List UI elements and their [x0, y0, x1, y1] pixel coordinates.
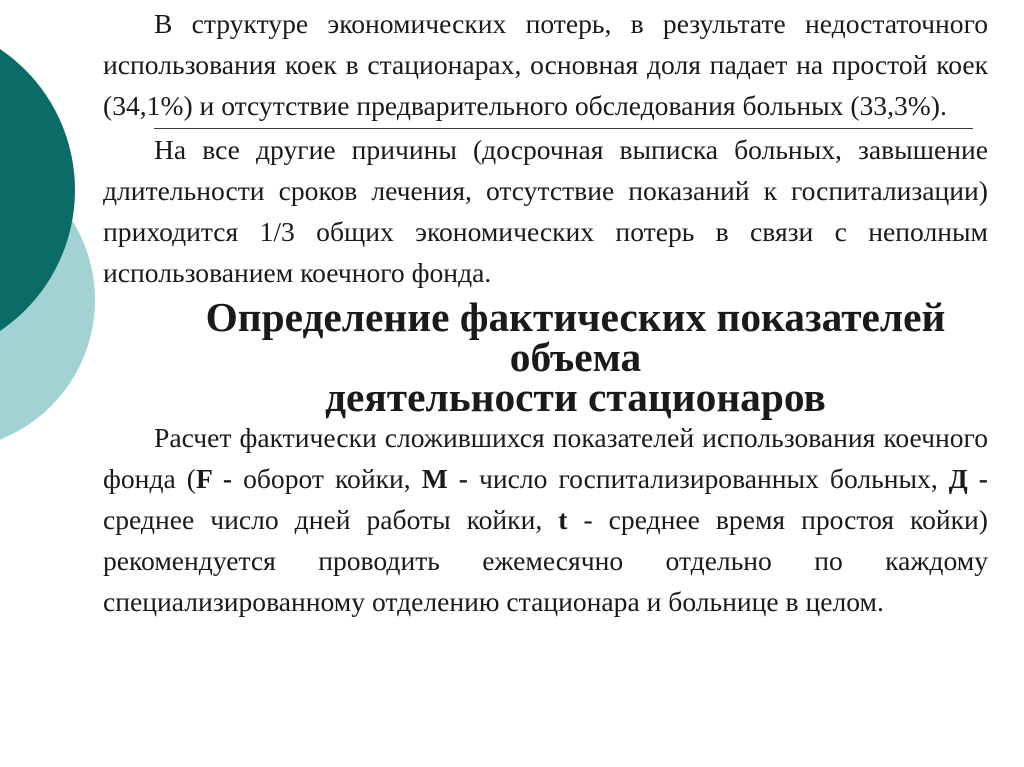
paragraph-calculation-text-1: Расчет фактически сложившихся показателей использования коечного фонда (: [103, 422, 988, 494]
section-heading-line-2: деятельности стационаров: [325, 374, 826, 420]
paragraph-other-causes: На все другие причины (досрочная выписка больных, завышение длительности сроков лечения, отсутствие показаний к госпитализации) приходится 1/3 общих экономических потерь в связи с неполным использованием коечного фонда.: [103, 134, 988, 288]
paragraph-calculation-text-2: оборот койки,: [232, 463, 422, 494]
term-f: F -: [195, 463, 233, 494]
section-heading-line-1: Определение фактических показателей объема: [205, 294, 946, 380]
paragraph-calculation-text-4: среднее число дней работы койки,: [103, 504, 559, 535]
paragraph-calculation: [103, 417, 988, 622]
term-d: Д -: [948, 463, 988, 494]
paragraph-calculation-text-3: число госпитализированных больных,: [467, 463, 949, 494]
paragraph-economic-losses: В структуре экономических потерь, в результате недостаточного использования коек в стационарах, основная доля падает на простой коек (34,1%) и отсутствие предварительного обследования больных (33,3%).: [103, 8, 988, 121]
section-heading: [103, 294, 988, 420]
slide-content: [103, 3, 988, 622]
term-m: М -: [421, 463, 468, 494]
paragraph-calculation-text-5: - среднее время простоя койки) рекомендуется проводить ежемесячно отдельно по каждому специализированному отделению стационара и больнице в целом.: [103, 504, 988, 617]
term-t: t: [558, 504, 568, 535]
